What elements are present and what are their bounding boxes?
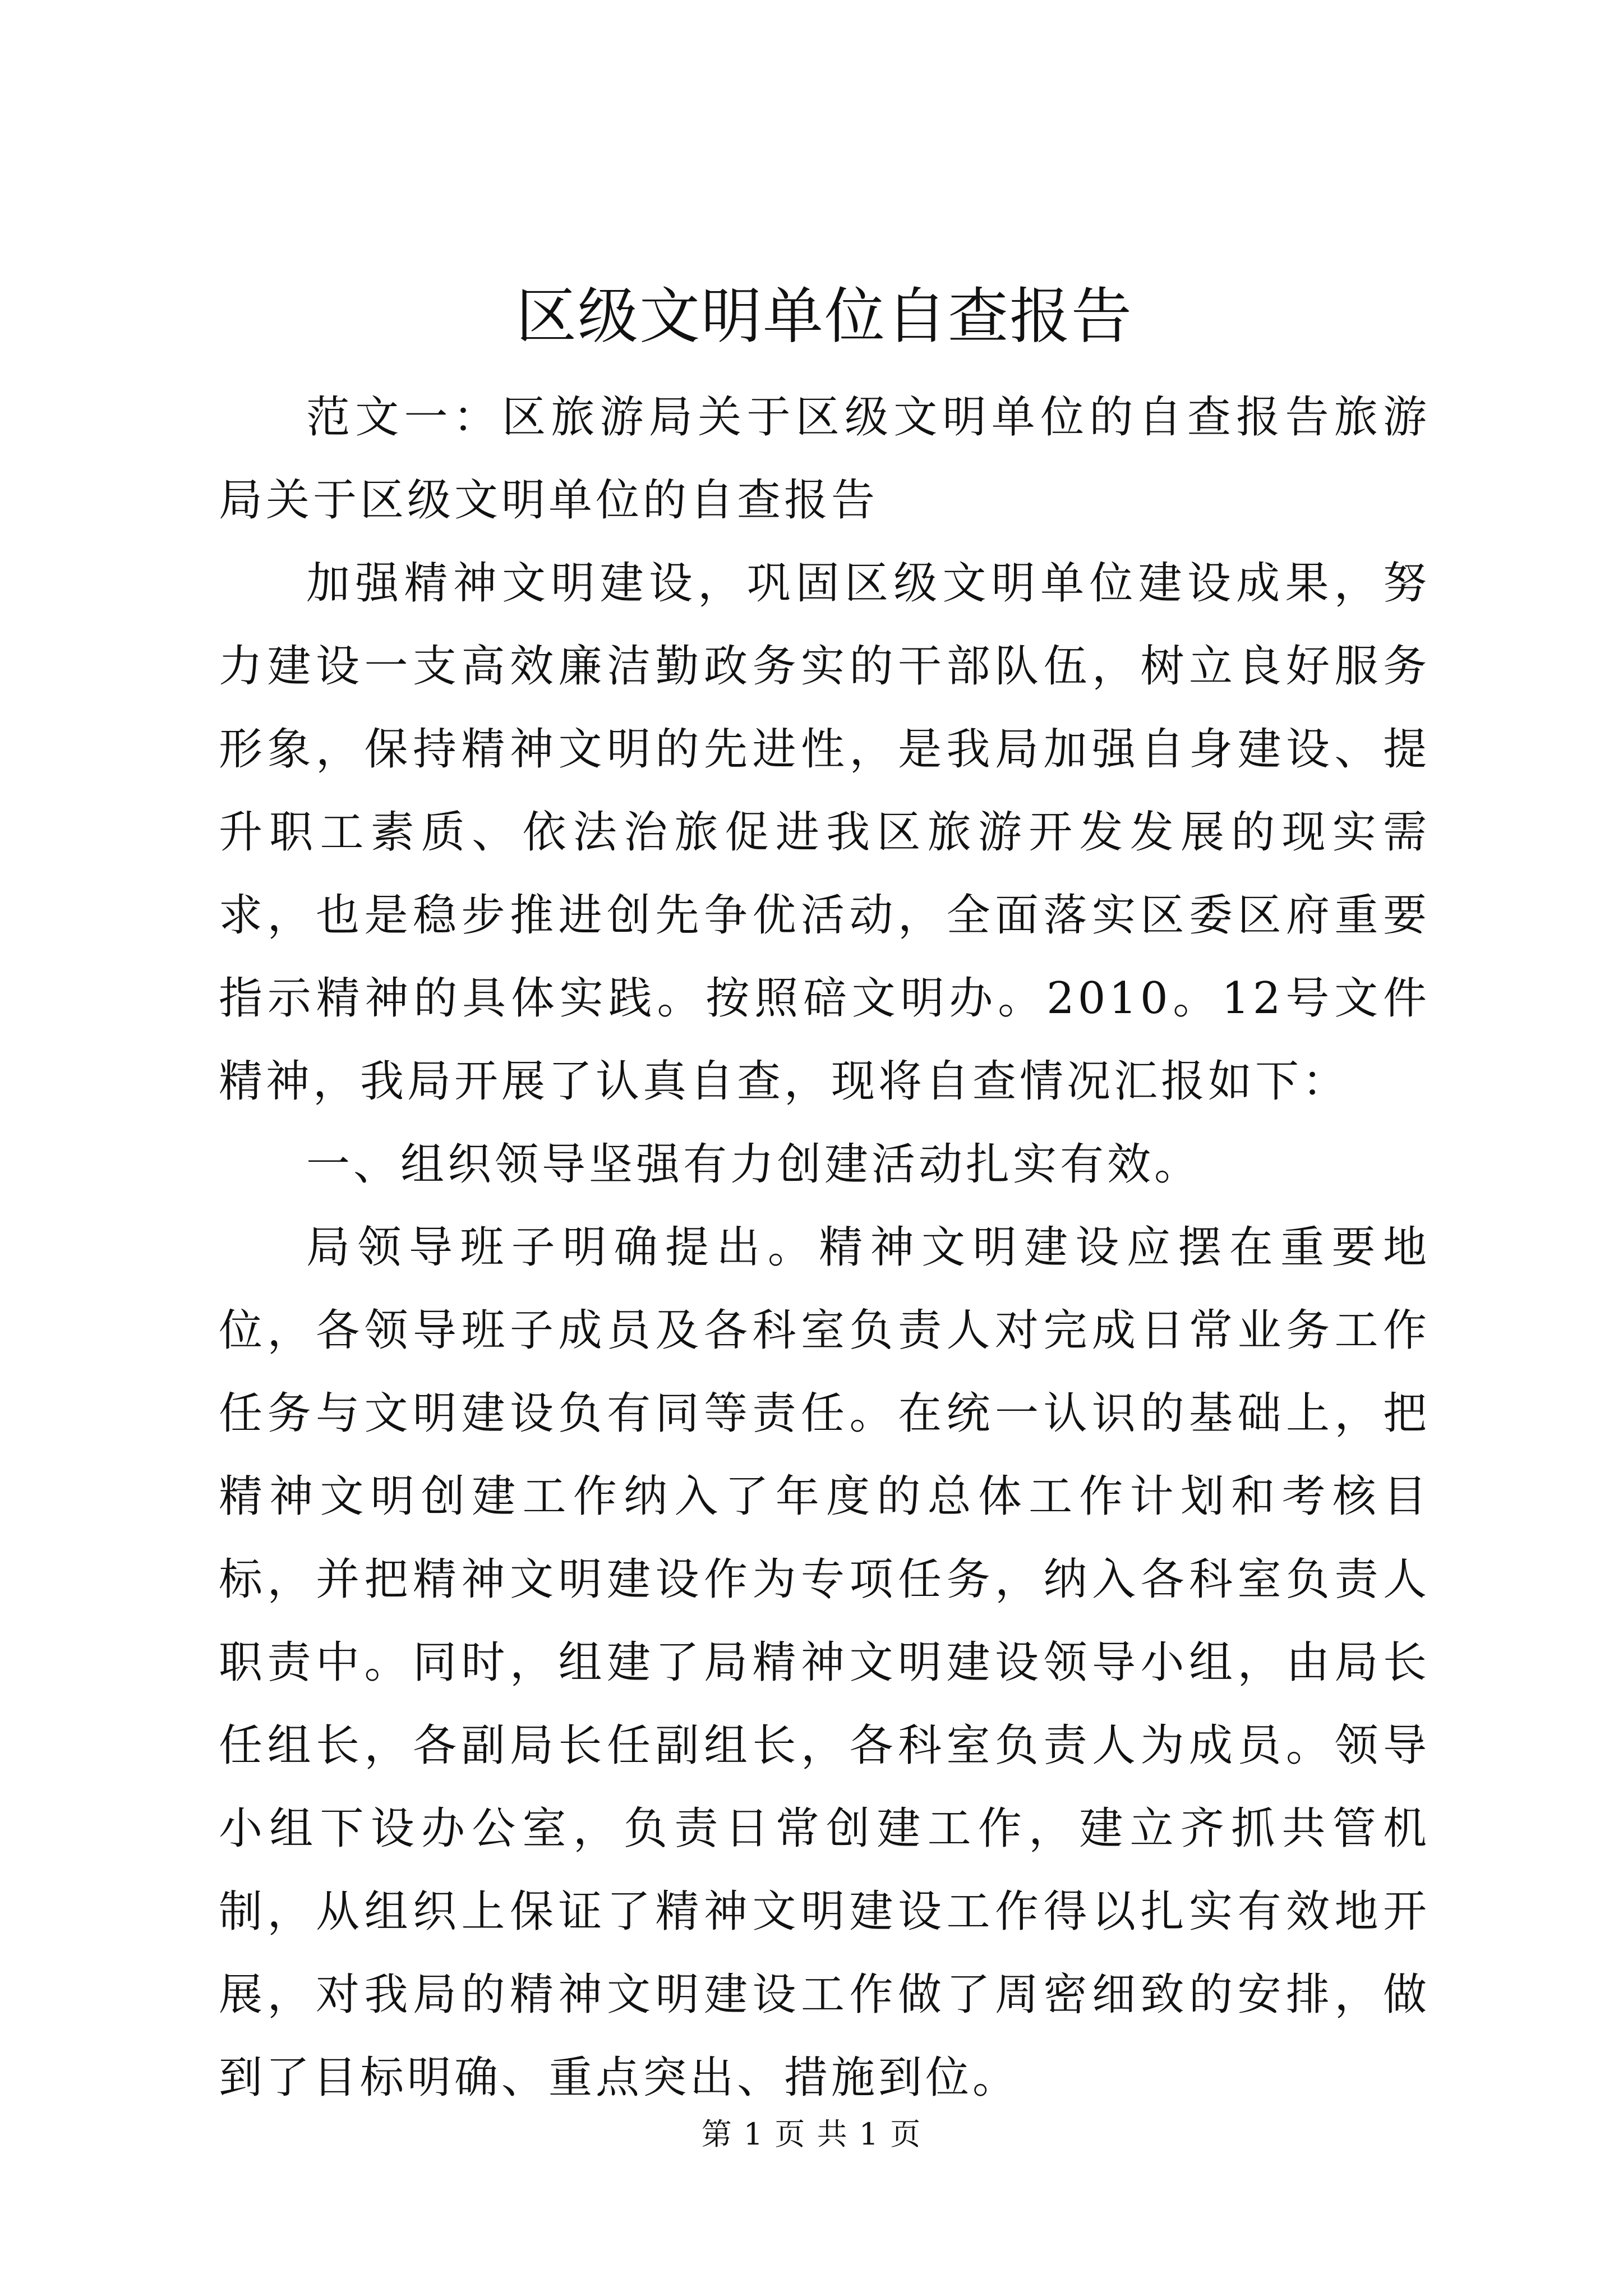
page-footer: 第 1 页 共 1 页 <box>701 2116 922 2152</box>
paragraph-organization: 局领导班子明确提出。精神文明建设应摆在重要地位，各领导班子成员及各科室负责人对完成日常业务工作任务与文明建设负有同等责任。在统一认识的基础上，把精神文明创建工作纳入了年度的总体工作计划和考核目标，并把精神文明建设作为专项任务，纳入各科室负责人职责中。同时，组建了局精神文明建设领导小组，由局长任组长，各副局长任副组长，各科室负责人为成员。领导小组下设办公室，负责日常创建工作，建立齐抓共管机制，从组织上保证了精神文明建设工作得以扎实有效地开展，对我局的精神文明建设工作做了周密细致的安排，做到了目标明确、重点突出、措施到位。 <box>219 1222 1430 2103</box>
document-body <box>219 269 1430 2119</box>
section-heading-1: 一、组织领导坚强有力创建活动扎实有效。 <box>306 1139 1202 1190</box>
paragraph-intro: 范文一：区旅游局关于区级文明单位的自查报告旅游局关于区级文明单位的自查报告 <box>219 392 1430 526</box>
paragraph-background: 加强精神文明建设，巩固区级文明单位建设成果，努力建设一支高效廉洁勤政务实的干部队伍，树立良好服务形象，保持精神文明的先进性，是我局加强自身建设、提升职工素质、依法治旅促进我区旅游开发发展的现实需求，也是稳步推进创先争优活动，全面落实区委区府重要指示精神的具体实践。按照碚文明办。2010。12号文件精神，我局开展了认真自查，现将自查情况汇报如下： <box>219 558 1430 1107</box>
document-title: 区级文明单位自查报告 <box>515 282 1133 352</box>
